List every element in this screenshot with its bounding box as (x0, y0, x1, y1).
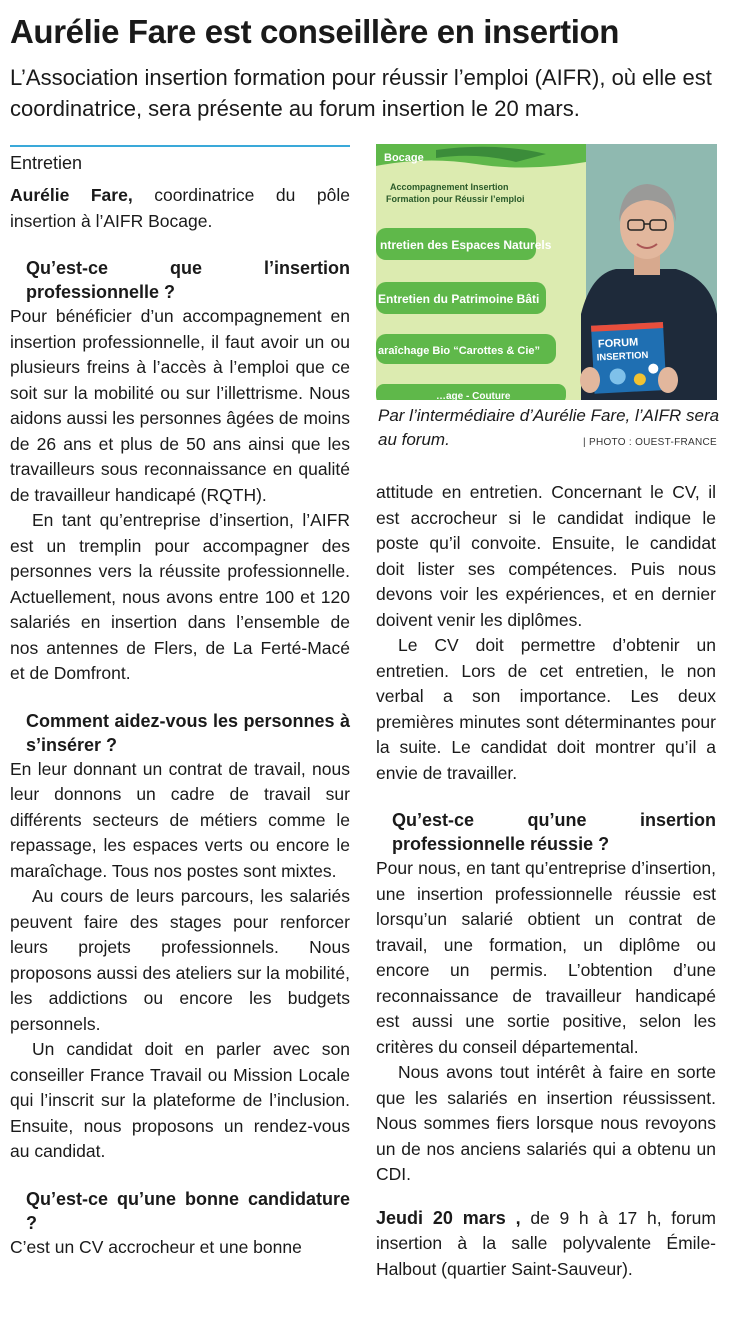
answer-4-paragraph-2: Nous avons tout intérêt à faire en sorte que les salariés en insertion réussissent. Nous sommes fiers lorsque nous revoyons un de nos anciens salariés qui a obtenu un CDI. (376, 1062, 716, 1184)
poster-title-1: FORUM (597, 336, 639, 351)
hand-left (580, 367, 600, 393)
interview-intro (10, 183, 350, 234)
article-dek: L’Association insertion formation pour réussir l’emploi (AIFR), où elle est coordinatrice, sera présente au forum insertion le 20 mars. (10, 65, 712, 121)
intro-name: Aurélie Fare, (10, 185, 133, 205)
photo-illustration (376, 144, 717, 400)
event-details: de 9 h à 17 h, forum insertion à la salle polyvalente Émile-Halbout (quartier Saint-Sauveur). (376, 1207, 716, 1279)
banner-sub1: Accompagnement Insertion (390, 182, 509, 192)
poster-title-2: INSERTION (596, 349, 649, 364)
forum-poster (591, 322, 666, 394)
banner-item-3: araîchage Bio “Carottes & Cie” (378, 345, 540, 357)
question-3: Qu’est-ce qu’une bonne candidature ? (26, 1188, 350, 1233)
hand-right (658, 367, 678, 393)
banner-top-text: Bocage (384, 152, 424, 164)
left-column (10, 145, 350, 1260)
event-info (376, 1206, 716, 1283)
question-2: Comment aidez-vous les personnes à s’insérer ? (26, 710, 350, 755)
question-1: Qu’est-ce que l’insertion professionnelle ? (26, 258, 350, 302)
answer-1-paragraph-1: Pour bénéficier d’un accompagnement en insertion professionnelle, il faut avoir un ou plusieurs freins à l’accès à l’emploi que ce soit sur la mobilité ou sur l’illettrisme. Nous aidons aussi les personnes âgées de moins de 26 ans et plus de 50 ans ainsi que les travailleurs sous reconnaissance en qualité de travailleur handicapé (RQTH). (10, 306, 350, 505)
banner-item-4: …age - Couture (436, 391, 511, 400)
question-4: Qu’est-ce qu’une insertion professionnelle réussie ? (392, 810, 716, 854)
right-column (376, 480, 716, 1282)
answer-2-paragraph-3: Un candidat doit en parler avec son conseiller France Travail ou Mission Locale qui l’inscrit sur la plateforme de l’inclusion. Ensuite, nous proposons un rendez-vous au candidat. (10, 1039, 350, 1161)
rubric-label: Entretien (10, 153, 83, 173)
answer-4-paragraph-1: Pour nous, en tant qu’entreprise d’insertion, une insertion professionnelle réussie est lorsqu’un salarié obtient un contrat de travail, une formation, un diplôme ou encore un permis. L’obtention d’une reconnaissance de travailleur handicapé est aussi une sortie positive, selon les critères du conseil départemental. (376, 858, 716, 1057)
event-date: Jeudi 20 mars , (376, 1207, 521, 1228)
answer-3-paragraph-2: Le CV doit permettre d’obtenir un entretien. Lors de cet entretien, le non verbal a son importance. Les deux premières minutes sont déterminantes pour la suite. Le candidat doit montrer qu’il a envie de travailler. (376, 635, 716, 783)
answer-2-paragraph-2: Au cours de leurs parcours, les salariés peuvent faire des stages pour renforcer leurs projets professionnels. Nous proposons aussi des ateliers sur la mobilité, les addictions ou encore les budgets personnels. (10, 886, 350, 1034)
answer-3-paragraph-1-start: C’est un CV accrocheur et une bonne (10, 1236, 302, 1257)
answer-1-paragraph-2: En tant qu’entreprise d’insertion, l’AIFR est un tremplin pour accompagner des personnes vers la réussite professionnelle. Actuellement, nous avons entre 100 et 120 salariés en insertion dans l’ensemble de nos antennes de Flers, de La Ferté-Macé et de Domfront. (10, 510, 350, 683)
article-headline: Aurélie Fare est conseillère en insertion (10, 13, 620, 50)
banner-item-1: ntretien des Espaces Naturels (380, 238, 552, 252)
answer-3-paragraph-1-end: attitude en entretien. Concernant le CV, il est accrocheur si le candidat indique le poste qu’il convoite. Ensuite, le candidat doit lister ses compétences. Puis nous devons voir les expériences, et en dernier doivent venir les diplômes. (376, 482, 716, 630)
banner-item-2: Entretien du Patrimoine Bâti (378, 292, 540, 306)
banner-sub2: Formation pour Réussir l’emploi (386, 194, 525, 204)
rubric-rule (10, 145, 350, 147)
article-photo (376, 144, 717, 400)
answer-2-paragraph-1: En leur donnant un contrat de travail, nous leur donnons un cadre de travail sur différents secteurs de métiers comme le repassage, les espaces verts ou encore le maraîchage. Tous nos postes sont mixtes. (10, 758, 350, 881)
photo-credit: | PHOTO : OUEST-FRANCE (583, 437, 718, 448)
intro-text: coordinatrice du pôle insertion à l’AIFR Bocage. (10, 185, 350, 231)
photo-caption: Par l’intermédiaire d’Aurélie Fare, l’AIFR sera au forum. (378, 406, 720, 449)
